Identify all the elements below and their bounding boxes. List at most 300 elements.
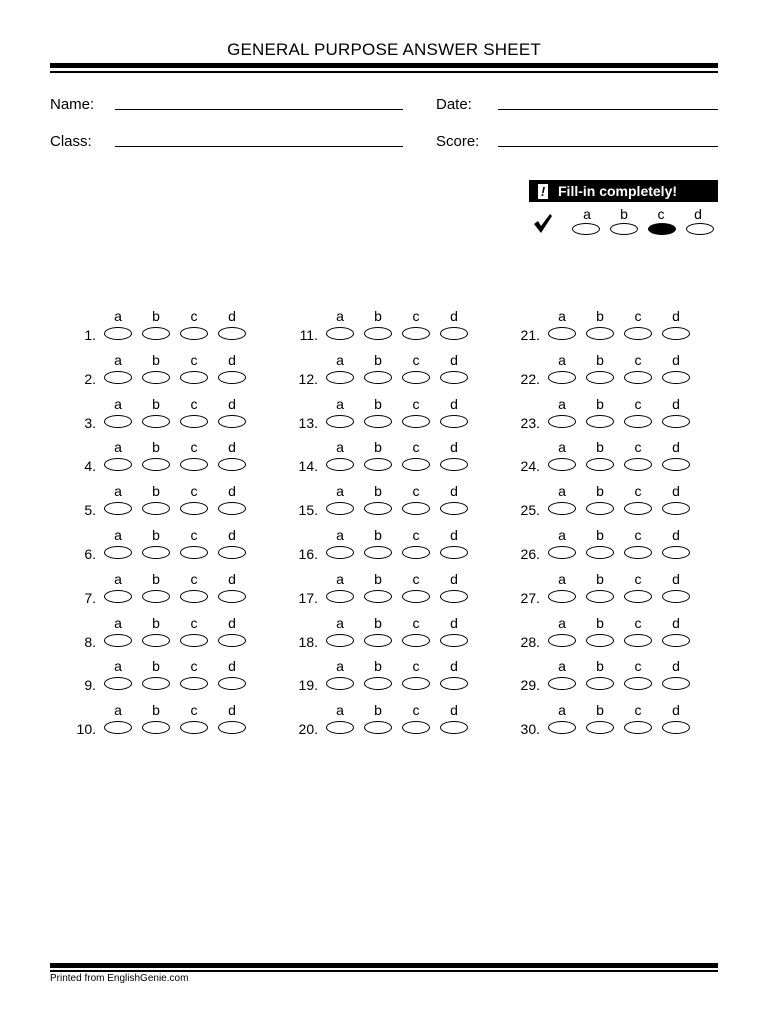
question-row (484, 527, 704, 571)
choice-letter: b (152, 483, 160, 499)
answer-bubble-a[interactable] (326, 634, 354, 647)
question-row (40, 658, 260, 702)
choice-letter: b (152, 308, 160, 324)
answer-bubble-b[interactable] (364, 634, 392, 647)
answer-bubble-c[interactable] (402, 721, 430, 734)
legend-letter: b (620, 206, 628, 222)
legend-letter: a (583, 206, 591, 222)
score-label: Score: (436, 133, 480, 150)
question-row (484, 308, 704, 352)
choice-letter: d (450, 308, 458, 324)
choice-letter: b (374, 527, 382, 543)
choice-letter: d (672, 308, 680, 324)
answer-bubble-c[interactable] (180, 502, 208, 515)
answer-bubble-c[interactable] (624, 677, 652, 690)
choice-letter: c (190, 527, 198, 543)
date-field[interactable] (498, 109, 718, 110)
answer-bubble-a[interactable] (548, 677, 576, 690)
choice-letter: c (634, 352, 642, 368)
choice-letter: a (114, 396, 122, 412)
answer-bubble-b[interactable] (364, 502, 392, 515)
choice-letter: d (450, 702, 458, 718)
answer-bubble-a[interactable] (326, 327, 354, 340)
choice-letter: d (228, 439, 236, 455)
choice-letter: c (634, 702, 642, 718)
question-number: 17. (298, 590, 318, 606)
answer-bubble-d[interactable] (662, 371, 690, 384)
choice-letter: a (336, 658, 344, 674)
question-number: 19. (298, 677, 318, 693)
answer-bubble-b[interactable] (586, 415, 614, 428)
answer-bubble-d[interactable] (218, 458, 246, 471)
answer-bubble-c[interactable] (624, 458, 652, 471)
answer-bubble-a[interactable] (104, 546, 132, 559)
choice-letter: c (412, 396, 420, 412)
question-row (262, 352, 482, 396)
answer-bubble-b[interactable] (364, 590, 392, 603)
choice-letter: c (412, 658, 420, 674)
answer-bubble-a[interactable] (548, 721, 576, 734)
question-row (40, 571, 260, 615)
choice-letter: c (190, 439, 198, 455)
answer-bubble-c[interactable] (402, 590, 430, 603)
score-field[interactable] (498, 146, 718, 147)
choice-letter: a (558, 352, 566, 368)
question-row (40, 396, 260, 440)
answer-bubble-d[interactable] (662, 721, 690, 734)
answer-bubble-a[interactable] (326, 502, 354, 515)
question-row (484, 483, 704, 527)
choice-letter: c (412, 702, 420, 718)
answer-bubble-a[interactable] (548, 371, 576, 384)
choice-letter: a (336, 439, 344, 455)
choice-letter: b (152, 658, 160, 674)
answer-bubble-a[interactable] (548, 327, 576, 340)
answer-bubble-b[interactable] (142, 458, 170, 471)
answer-bubble-b[interactable] (586, 634, 614, 647)
answer-bubble-b[interactable] (142, 677, 170, 690)
name-field[interactable] (115, 109, 403, 110)
choice-letter: d (672, 527, 680, 543)
answer-bubble-d[interactable] (218, 327, 246, 340)
question-number: 20. (298, 721, 318, 737)
choice-letter: b (596, 396, 604, 412)
answer-bubble-a[interactable] (104, 415, 132, 428)
answer-bubble-d[interactable] (218, 677, 246, 690)
answer-bubble-c[interactable] (402, 415, 430, 428)
choice-letter: d (672, 571, 680, 587)
answer-bubble-c[interactable] (402, 677, 430, 690)
choice-letter: c (412, 615, 420, 631)
choice-letter: a (114, 483, 122, 499)
choice-letter: a (558, 308, 566, 324)
choice-letter: d (672, 439, 680, 455)
question-number: 4. (84, 458, 96, 474)
question-number: 13. (298, 415, 318, 431)
answer-bubble-d[interactable] (218, 590, 246, 603)
answer-bubble-a[interactable] (104, 371, 132, 384)
question-number: 1. (84, 327, 96, 343)
date-label: Date: (436, 96, 472, 113)
question-number: 21. (520, 327, 540, 343)
choice-letter: d (228, 702, 236, 718)
choice-letter: a (114, 615, 122, 631)
question-row (484, 615, 704, 659)
answer-bubble-d[interactable] (440, 546, 468, 559)
question-row (40, 615, 260, 659)
choice-letter: a (336, 702, 344, 718)
answer-bubble-c[interactable] (624, 590, 652, 603)
choice-letter: d (228, 396, 236, 412)
choice-letter: a (114, 352, 122, 368)
answer-bubble-c[interactable] (624, 721, 652, 734)
question-number: 15. (298, 502, 318, 518)
choice-letter: d (450, 352, 458, 368)
choice-letter: d (228, 571, 236, 587)
answer-bubble-a[interactable] (548, 634, 576, 647)
choice-letter: b (596, 483, 604, 499)
answer-bubble-d[interactable] (440, 415, 468, 428)
answer-bubble-a[interactable] (104, 590, 132, 603)
answer-bubble-c[interactable] (180, 677, 208, 690)
footer-text: Printed from EnglishGenie.com (50, 973, 189, 984)
choice-letter: d (450, 483, 458, 499)
choice-letter: a (558, 439, 566, 455)
answer-bubble-d[interactable] (662, 415, 690, 428)
answer-bubble-d[interactable] (218, 721, 246, 734)
choice-letter: b (374, 615, 382, 631)
question-number: 22. (520, 371, 540, 387)
choice-letter: b (152, 615, 160, 631)
question-row (40, 439, 260, 483)
choice-letter: d (672, 396, 680, 412)
answer-bubble-b[interactable] (142, 721, 170, 734)
question-number: 14. (298, 458, 318, 474)
answer-bubble-c[interactable] (180, 546, 208, 559)
choice-letter: d (450, 396, 458, 412)
question-number: 27. (520, 590, 540, 606)
question-row (40, 308, 260, 352)
answer-bubble-c[interactable] (180, 721, 208, 734)
answer-bubble-c[interactable] (402, 546, 430, 559)
choice-letter: c (412, 352, 420, 368)
footer-rule-thick (50, 963, 718, 968)
question-number: 24. (520, 458, 540, 474)
answer-bubble-a[interactable] (548, 546, 576, 559)
legend-letter: c (657, 206, 665, 222)
answer-bubble-b[interactable] (586, 677, 614, 690)
choice-letter: d (672, 702, 680, 718)
choice-letter: c (190, 308, 198, 324)
legend-bubble-c (648, 223, 676, 235)
question-number: 30. (520, 721, 540, 737)
choice-letter: b (596, 702, 604, 718)
choice-letter: d (228, 352, 236, 368)
answer-bubble-b[interactable] (364, 371, 392, 384)
question-number: 5. (84, 502, 96, 518)
choice-letter: b (374, 308, 382, 324)
answer-bubble-b[interactable] (142, 590, 170, 603)
answer-bubble-c[interactable] (180, 371, 208, 384)
answer-bubble-c[interactable] (180, 458, 208, 471)
answer-bubble-d[interactable] (662, 327, 690, 340)
answer-bubble-d[interactable] (440, 327, 468, 340)
answer-bubble-d[interactable] (440, 371, 468, 384)
answer-bubble-c[interactable] (624, 502, 652, 515)
checkmark-icon (532, 212, 554, 234)
question-number: 16. (298, 546, 318, 562)
question-number: 12. (298, 371, 318, 387)
question-number: 11. (299, 327, 318, 343)
answer-bubble-c[interactable] (624, 371, 652, 384)
answer-bubble-b[interactable] (142, 546, 170, 559)
answer-bubble-b[interactable] (364, 415, 392, 428)
question-row (40, 352, 260, 396)
choice-letter: a (336, 571, 344, 587)
answer-bubble-b[interactable] (142, 371, 170, 384)
answer-bubble-d[interactable] (662, 546, 690, 559)
answer-bubble-a[interactable] (548, 502, 576, 515)
answer-bubble-b[interactable] (364, 546, 392, 559)
answer-bubble-b[interactable] (142, 327, 170, 340)
question-number: 26. (520, 546, 540, 562)
choice-letter: b (596, 615, 604, 631)
answer-bubble-c[interactable] (180, 415, 208, 428)
answer-bubble-a[interactable] (104, 677, 132, 690)
answer-bubble-a[interactable] (548, 415, 576, 428)
answer-bubble-d[interactable] (218, 415, 246, 428)
answer-bubble-c[interactable] (402, 502, 430, 515)
answer-bubble-c[interactable] (402, 371, 430, 384)
choice-letter: c (634, 527, 642, 543)
choice-letter: c (412, 571, 420, 587)
answer-bubble-a[interactable] (326, 458, 354, 471)
answer-bubble-b[interactable] (586, 590, 614, 603)
answer-bubble-d[interactable] (218, 502, 246, 515)
choice-letter: b (596, 308, 604, 324)
choice-letter: d (672, 658, 680, 674)
answer-bubble-d[interactable] (218, 634, 246, 647)
answer-bubble-d[interactable] (218, 546, 246, 559)
question-number: 25. (520, 502, 540, 518)
answer-bubble-d[interactable] (662, 502, 690, 515)
choice-letter: c (190, 483, 198, 499)
choice-letter: a (558, 615, 566, 631)
question-number: 29. (520, 677, 540, 693)
choice-letter: c (190, 615, 198, 631)
choice-letter: b (374, 352, 382, 368)
choice-letter: c (412, 527, 420, 543)
choice-letter: c (634, 396, 642, 412)
header-rule-thick (50, 63, 718, 68)
choice-letter: c (634, 658, 642, 674)
answer-bubble-d[interactable] (662, 590, 690, 603)
answer-bubble-c[interactable] (624, 327, 652, 340)
answer-bubble-c[interactable] (624, 634, 652, 647)
answer-bubble-d[interactable] (440, 677, 468, 690)
question-number: 3. (84, 415, 96, 431)
choice-letter: c (412, 483, 420, 499)
choice-letter: a (558, 702, 566, 718)
choice-letter: c (190, 352, 198, 368)
question-number: 9. (84, 677, 96, 693)
question-row (262, 658, 482, 702)
choice-letter: d (450, 571, 458, 587)
legend-bubble-d (686, 223, 714, 235)
answer-bubble-c[interactable] (402, 327, 430, 340)
question-row (40, 702, 260, 746)
choice-letter: b (152, 702, 160, 718)
choice-letter: d (450, 439, 458, 455)
choice-letter: b (374, 571, 382, 587)
answer-bubble-a[interactable] (326, 371, 354, 384)
choice-letter: d (672, 483, 680, 499)
answer-bubble-d[interactable] (440, 721, 468, 734)
question-number: 2. (84, 371, 96, 387)
choice-letter: c (634, 571, 642, 587)
answer-bubble-a[interactable] (326, 415, 354, 428)
choice-letter: a (114, 658, 122, 674)
answer-bubble-c[interactable] (624, 415, 652, 428)
answer-bubble-c[interactable] (624, 546, 652, 559)
answer-bubble-b[interactable] (364, 458, 392, 471)
answer-bubble-b[interactable] (586, 458, 614, 471)
answer-bubble-b[interactable] (586, 721, 614, 734)
answer-bubble-b[interactable] (586, 371, 614, 384)
answer-bubble-d[interactable] (662, 634, 690, 647)
choice-letter: c (190, 658, 198, 674)
fill-in-legend (529, 180, 718, 202)
choice-letter: c (190, 702, 198, 718)
answer-bubble-d[interactable] (440, 502, 468, 515)
choice-letter: a (114, 439, 122, 455)
choice-letter: d (228, 483, 236, 499)
question-number: 6. (84, 546, 96, 562)
choice-letter: d (672, 352, 680, 368)
answer-bubble-b[interactable] (142, 634, 170, 647)
class-field[interactable] (115, 146, 403, 147)
answer-bubble-a[interactable] (104, 502, 132, 515)
answer-bubble-a[interactable] (548, 458, 576, 471)
answer-bubble-d[interactable] (440, 458, 468, 471)
choice-letter: d (450, 527, 458, 543)
answer-bubble-c[interactable] (402, 634, 430, 647)
choice-letter: a (558, 483, 566, 499)
answer-bubble-b[interactable] (586, 502, 614, 515)
choice-letter: b (374, 702, 382, 718)
choice-letter: a (336, 483, 344, 499)
choice-letter: c (634, 483, 642, 499)
choice-letter: a (114, 571, 122, 587)
question-row (262, 483, 482, 527)
choice-letter: c (190, 396, 198, 412)
question-row (262, 702, 482, 746)
choice-letter: b (596, 571, 604, 587)
answer-bubble-a[interactable] (326, 677, 354, 690)
answer-bubble-d[interactable] (662, 458, 690, 471)
answer-bubble-b[interactable] (364, 677, 392, 690)
question-row (262, 527, 482, 571)
question-number: 18. (298, 634, 318, 650)
answer-bubble-a[interactable] (326, 546, 354, 559)
choice-letter: d (450, 615, 458, 631)
answer-bubble-b[interactable] (364, 721, 392, 734)
answer-bubble-a[interactable] (104, 634, 132, 647)
answer-bubble-d[interactable] (662, 677, 690, 690)
choice-letter: c (634, 615, 642, 631)
choice-letter: d (672, 615, 680, 631)
choice-letter: b (152, 352, 160, 368)
question-number: 7. (84, 590, 96, 606)
question-row (262, 439, 482, 483)
choice-letter: a (336, 527, 344, 543)
choice-letter: b (152, 439, 160, 455)
answer-bubble-d[interactable] (218, 371, 246, 384)
legend-bubble-a (572, 223, 600, 235)
answer-bubble-a[interactable] (104, 458, 132, 471)
choice-letter: b (374, 439, 382, 455)
answer-bubble-a[interactable] (326, 590, 354, 603)
choice-letter: b (152, 527, 160, 543)
question-row (262, 308, 482, 352)
choice-letter: a (558, 396, 566, 412)
answer-bubble-c[interactable] (180, 634, 208, 647)
answer-bubble-c[interactable] (180, 590, 208, 603)
choice-letter: c (190, 571, 198, 587)
question-row (262, 615, 482, 659)
question-number: 28. (520, 634, 540, 650)
choice-letter: a (114, 308, 122, 324)
legend-bubble-b (610, 223, 638, 235)
answer-bubble-b[interactable] (142, 415, 170, 428)
answer-bubble-d[interactable] (440, 590, 468, 603)
choice-letter: a (114, 702, 122, 718)
answer-bubble-c[interactable] (402, 458, 430, 471)
choice-letter: a (114, 527, 122, 543)
question-row (40, 483, 260, 527)
answer-bubble-b[interactable] (364, 327, 392, 340)
question-number: 10. (76, 721, 96, 737)
choice-letter: b (596, 527, 604, 543)
question-number: 23. (520, 415, 540, 431)
choice-letter: b (596, 439, 604, 455)
choice-letter: b (152, 571, 160, 587)
answer-bubble-a[interactable] (326, 721, 354, 734)
legend-text: Fill-in completely! (558, 183, 678, 199)
choice-letter: b (374, 483, 382, 499)
answer-bubble-b[interactable] (142, 502, 170, 515)
question-row (484, 396, 704, 440)
answer-bubble-b[interactable] (586, 546, 614, 559)
choice-letter: c (412, 439, 420, 455)
choice-letter: a (336, 308, 344, 324)
answer-bubble-b[interactable] (586, 327, 614, 340)
choice-letter: d (228, 658, 236, 674)
answer-bubble-a[interactable] (104, 721, 132, 734)
choice-letter: d (228, 308, 236, 324)
answer-bubble-d[interactable] (440, 634, 468, 647)
choice-letter: a (558, 571, 566, 587)
question-row (262, 571, 482, 615)
class-label: Class: (50, 133, 92, 150)
question-row (262, 396, 482, 440)
choice-letter: a (558, 527, 566, 543)
choice-letter: b (374, 396, 382, 412)
answer-bubble-a[interactable] (104, 327, 132, 340)
choice-letter: b (596, 658, 604, 674)
answer-bubble-c[interactable] (180, 327, 208, 340)
answer-bubble-a[interactable] (548, 590, 576, 603)
